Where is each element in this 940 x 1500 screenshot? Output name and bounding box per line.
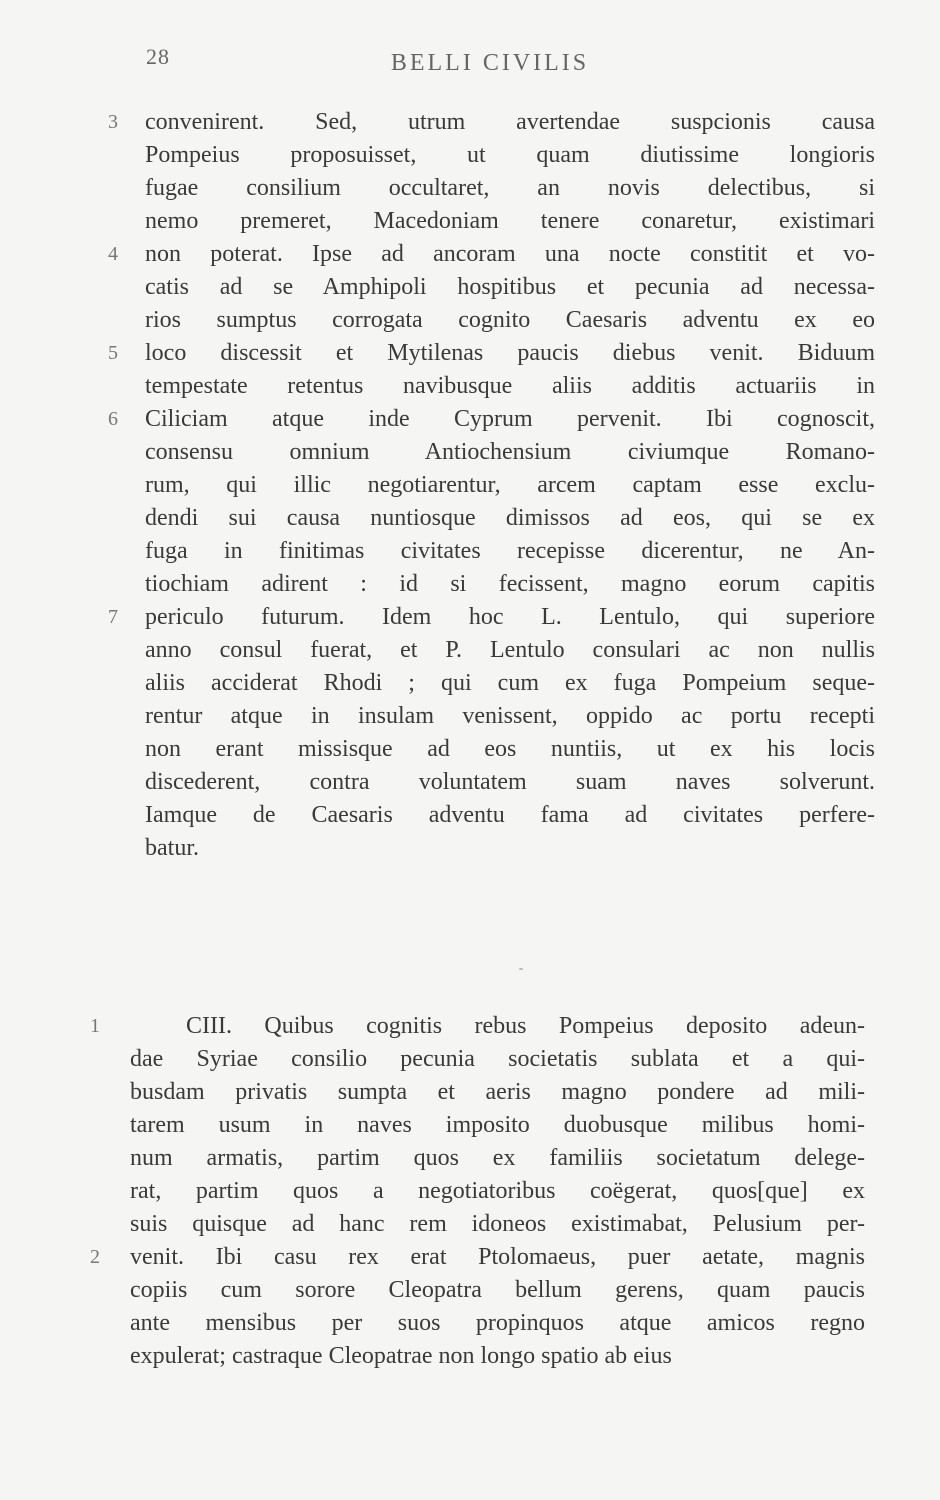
text-line [0,700,940,733]
line-text: aliis acciderat Rhodi ; qui cum ex fuga Pompeium seque- [145,670,875,696]
text-line [0,667,940,700]
line-text: anno consul fuerat, et P. Lentulo consulari ac non nullis [145,637,875,663]
line-text: expulerat; castraque Cleopatrae non longo spatio ab eius [130,1343,672,1369]
text-line [0,1010,940,1043]
line-text: fuga in finitimas civitates recepisse dicerentur, ne An- [145,538,875,564]
text-line [0,634,940,667]
text-line [0,1208,940,1241]
text-line [0,1307,940,1340]
line-text: copiis cum sorore Cleopatra bellum gerens, quam paucis [130,1277,865,1303]
line-text: consensu omnium Antiochensium civiumque Romano- [145,439,875,465]
text-line [0,106,940,139]
text-line [0,568,940,601]
text-line [0,172,940,205]
line-text: tarem usum in naves imposito duobusque milibus homi- [130,1112,865,1138]
line-text: rentur atque in insulam venissent, oppido ac portu recepti [145,703,875,729]
text-line [0,1142,940,1175]
line-text: CIII. Quibus cognitis rebus Pompeius deposito adeun- [186,1013,865,1039]
line-text: non poterat. Ipse ad ancoram una nocte constitit et vo- [145,241,875,267]
page-number: 28 [146,44,170,69]
margin-section-number: 5 [108,342,118,364]
text-line [0,502,940,535]
line-text: loco discessit et Mytilenas paucis diebus venit. Biduum [145,340,875,366]
line-text: busdam privatis sumpta et aeris magno pondere ad mili- [130,1079,865,1105]
margin-section-number: 2 [90,1246,100,1268]
text-line [0,304,940,337]
line-text: catis ad se Amphipoli hospitibus et pecunia ad necessa- [145,274,875,300]
text-line [0,733,940,766]
margin-section-number: 6 [108,408,118,430]
text-line [0,238,940,271]
line-text: Iamque de Caesaris adventu fama ad civitates perfere- [145,802,875,828]
text-line [0,1043,940,1076]
text-line [0,601,940,634]
text-line [0,1241,940,1274]
line-text: suis quisque ad hanc rem idoneos existimabat, Pelusium per- [130,1211,865,1237]
line-text: periculo futurum. Idem hoc L. Lentulo, qui superiore [145,604,875,630]
line-text: tempestate retentus navibusque aliis additis actuariis in [145,373,875,399]
line-text: dae Syriae consilio pecunia societatis sublata et a qui- [130,1046,865,1072]
text-line [0,1274,940,1307]
text-line [0,1076,940,1109]
line-text: venit. Ibi casu rex erat Ptolomaeus, puer aetate, magnis [130,1244,865,1270]
text-line [0,370,940,403]
text-line [0,799,940,832]
margin-section-number: 3 [108,111,118,133]
margin-section-number: 1 [90,1015,100,1037]
line-text: discederent, contra voluntatem suam naves solverunt. [145,769,875,795]
line-text: dendi sui causa nuntiosque dimissos ad eos, qui se ex [145,505,875,531]
line-text: rios sumptus corrogata cognito Caesaris adventu ex eo [145,307,875,333]
line-text: ante mensibus per suos propinquos atque amicos regno [130,1310,865,1336]
print-speck [519,968,523,970]
line-text: rum, qui illic negotiarentur, arcem captam esse exclu- [145,472,875,498]
line-text: batur. [145,835,199,861]
line-text: convenirent. Sed, utrum avertendae suspcionis causa [145,109,875,135]
line-text: non erant missisque ad eos nuntiis, ut ex his locis [145,736,875,762]
text-line [0,535,940,568]
line-text: num armatis, partim quos ex familiis societatum delege- [130,1145,865,1171]
line-text: Pompeius proposuisset, ut quam diutissime longioris [145,142,875,168]
text-line [0,436,940,469]
text-line [0,271,940,304]
line-text: tiochiam adirent : id si fecissent, magno eorum capitis [145,571,875,597]
margin-section-number: 4 [108,243,118,265]
text-line [0,205,940,238]
text-line [0,1175,940,1208]
line-text: Ciliciam atque inde Cyprum pervenit. Ibi cognoscit, [145,406,875,432]
running-head: BELLI CIVILIS [390,50,590,76]
text-line [0,832,940,865]
margin-section-number: 7 [108,606,118,628]
text-line [0,469,940,502]
line-text: rat, partim quos a negotiatoribus coëgerat, quos[que] ex [130,1178,865,1204]
line-text: fugae consilium occultaret, an novis delectibus, si [145,175,875,201]
line-text: nemo premeret, Macedoniam tenere conaretur, existimari [145,208,875,234]
text-line [0,1340,940,1373]
text-line [0,139,940,172]
text-line [0,337,940,370]
text-line [0,1109,940,1142]
text-line [0,766,940,799]
text-line [0,403,940,436]
